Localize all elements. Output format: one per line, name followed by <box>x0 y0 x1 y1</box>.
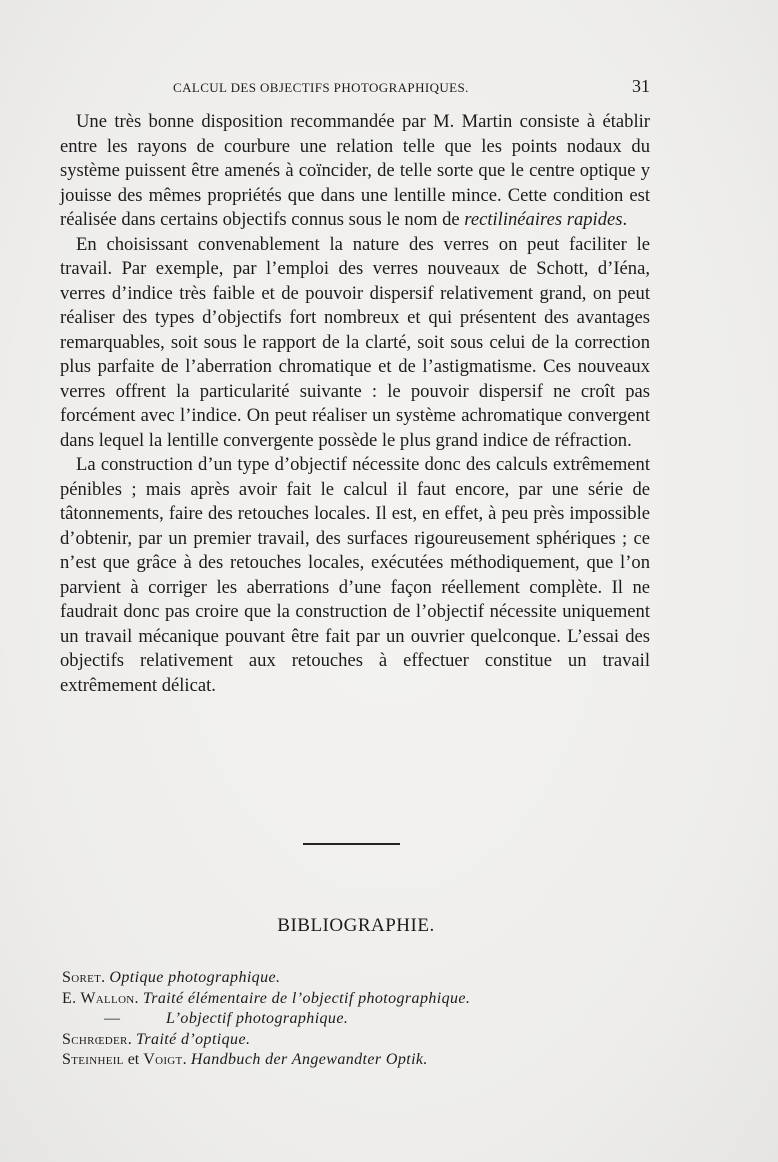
entry-work: Optique photographique. <box>109 969 281 986</box>
entry-work: Traité d’optique. <box>136 1030 251 1048</box>
bibliography-entry <box>62 1009 662 1030</box>
entry-work: L’objectif photographique. <box>166 1010 349 1027</box>
page-number: 31 <box>632 76 650 96</box>
entry-joiner: et <box>127 1051 140 1068</box>
bibliography-entry <box>62 1050 662 1071</box>
paragraph: La construction d’un type d’objectif nécessite donc des calculs extrêmement pénibles ; mais après avoir fait le calcul il faut encore, par une série de tâtonnements, faire des retouches locales. Il est, en effet, à peu près impossible d’obtenir, par un premier travail, des surfaces rigoureusement sphériques ; ce n’est que grâce à des retouches locales, exécutées méthodiquement, que l’on parvient à corriger les aberrations d’une façon réellement complète. Il ne faudrait donc pas croire que la construction de l’objectif nécessite uniquement un travail mécanique pouvant être fait par un ouvrier quelconque. L’essai des objectifs relativement aux retouches à effectuer constitue un travail extrêmement délicat. <box>60 454 650 696</box>
page-header <box>60 76 650 100</box>
paragraph-text: Une très bonne disposition recommandée par M. Martin consiste à établir entre les rayons de courbure une relation telle que les points nodaux du système puissent être amenés à coïncider, de telle sorte que le centre optique y jouisse des mêmes propriétés que dans une lentille mince. Cette condition est réalisée dans certains objectifs connus sous le nom de <box>60 111 650 230</box>
emphasis-text: rectilinéaires rapides <box>464 209 623 230</box>
entry-author: Steinheil <box>62 1051 124 1068</box>
section-divider <box>303 843 400 845</box>
paragraph <box>60 110 650 233</box>
paragraph: En choisissant convenablement la nature des verres on peut faciliter le travail. Par exemple, par l’emploi des verres nouveaux de Schott, d’Iéna, verres d’indice très faible et de pouvoir dispersif relativement grand, on peut réaliser des types d’objectifs fort nombreux et qui présentent des avantages remarquables, soit sous le rapport de la clarté, soit sous celui de la correction plus parfaite de l’aberration chromatique et de l’astigmatisme. Ces nouveaux verres offrent la particularité suivante : le pouvoir dispersif ne croît pas forcément avec l’indice. On peut réaliser un système achromatique convergent dans lequel la lentille convergente possède le plus grand indice de réfraction. <box>60 233 650 451</box>
running-head: CALCUL DES OBJECTIFS PHOTOGRAPHIQUES. <box>173 80 469 95</box>
bibliography-list <box>62 968 662 1071</box>
entry-author: Schrœder. <box>62 1030 132 1048</box>
entry-author: Soret. <box>62 969 106 986</box>
bibliography-entry <box>62 989 662 1010</box>
paragraph-text-end: . <box>622 209 628 230</box>
bibliography-entry <box>62 1030 662 1051</box>
entry-work: Handbuch der Angewandter Optik. <box>190 1051 428 1068</box>
body-text <box>60 110 650 698</box>
entry-ditto-dash: — <box>104 1010 120 1027</box>
entry-author: Voigt. <box>143 1051 187 1068</box>
bibliography-title: BIBLIOGRAPHIE. <box>277 915 435 936</box>
entry-author: E. Wallon. <box>62 989 139 1007</box>
entry-work: Traité élémentaire de l’objectif photographique. <box>142 989 471 1007</box>
bibliography-entry <box>62 968 662 989</box>
